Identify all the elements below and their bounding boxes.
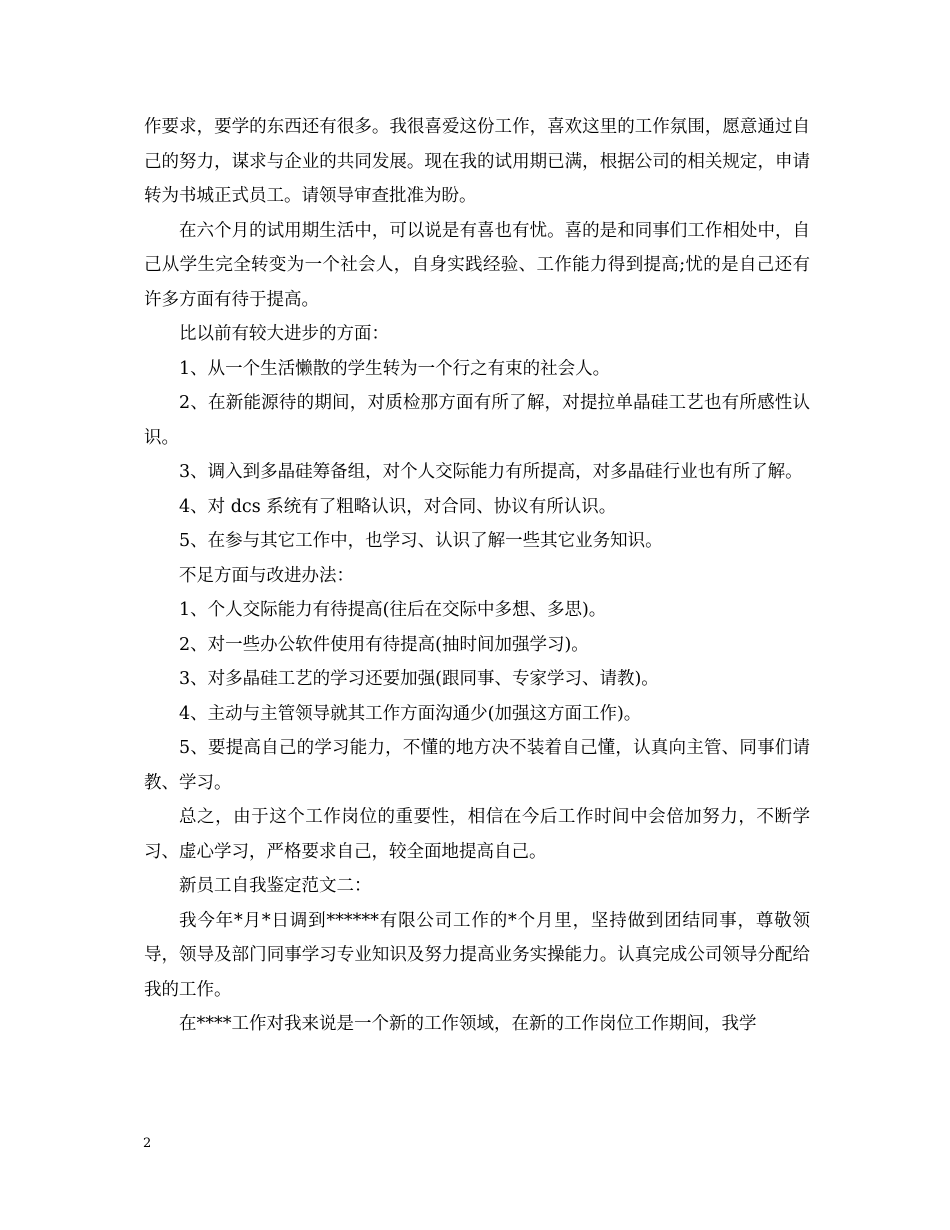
- list-item: 1、从一个生活懒散的学生转为一个行之有束的社会人。: [179, 358, 611, 379]
- list-item: 2、在新能源待的期间，对质检那方面有所了解，对提拉单晶硅工艺也有所感性认识。: [144, 393, 810, 448]
- paragraph: 作要求，要学的东西还有很多。我很喜爱这份工作，喜欢这里的工作氛围，愿意通过自己的努力，谋求与企业的共同发展。现在我的试用期已满，根据公司的相关规定，申请转为书城正式员工。请领导审查批准为盼。: [144, 117, 810, 206]
- page-number: 2: [143, 1136, 152, 1151]
- list-item: 4、对 dcs 系统有了粗略认识，对合同、协议有所认识。: [179, 496, 617, 517]
- paragraph: 我今年*月*日调到******有限公司工作的*个月里，坚持做到团结同事，尊敬领导，领导及部门同事学习专业知识及努力提高业务实操能力。认真完成公司领导分配给我的工作。: [144, 910, 810, 1000]
- list-item: 5、在参与其它工作中，也学习、认识了解一些其它业务知识。: [179, 531, 663, 551]
- list-item: 3、对多晶硅工艺的学习还要加强(跟同事、专家学习、请教)。: [179, 669, 659, 689]
- list-item: 3、调入到多晶硅筹备组，对个人交际能力有所提高，对多晶硅行业也有所了解。: [179, 462, 803, 482]
- list-item: 4、主动与主管领导就其工作方面沟通少(加强这方面工作)。: [179, 703, 642, 724]
- document-body: [144, 110, 810, 1042]
- paragraph: 总之，由于这个工作岗位的重要性，相信在今后工作时间中会倍加努力，不断学习、虚心学习，严格要求自己，较全面地提高自己。: [144, 807, 810, 862]
- section-heading: 不足方面与改进办法：: [179, 565, 354, 586]
- list-item: 5、要提高自己的学习能力，不懂的地方决不装着自己懂，认真向主管、同事们请教、学习。: [144, 738, 810, 793]
- section-heading: 比以前有较大进步的方面：: [179, 324, 389, 344]
- section-heading: 新员工自我鉴定范文二：: [179, 876, 372, 896]
- paragraph: 在****工作对我来说是一个新的工作领域，在新的工作岗位工作期间，我学: [179, 1014, 757, 1034]
- list-item: 2、对一些办公软件使用有待提高(抽时间加强学习)。: [179, 634, 589, 655]
- paragraph: 在六个月的试用期生活中，可以说是有喜也有忧。喜的是和同事们工作相处中，自己从学生完全转变为一个社会人，自身实践经验、工作能力得到提高;忧的是自己还有许多方面有待于提高。: [144, 220, 810, 310]
- list-item: 1、个人交际能力有待提高(往后在交际中多想、多思)。: [179, 600, 607, 620]
